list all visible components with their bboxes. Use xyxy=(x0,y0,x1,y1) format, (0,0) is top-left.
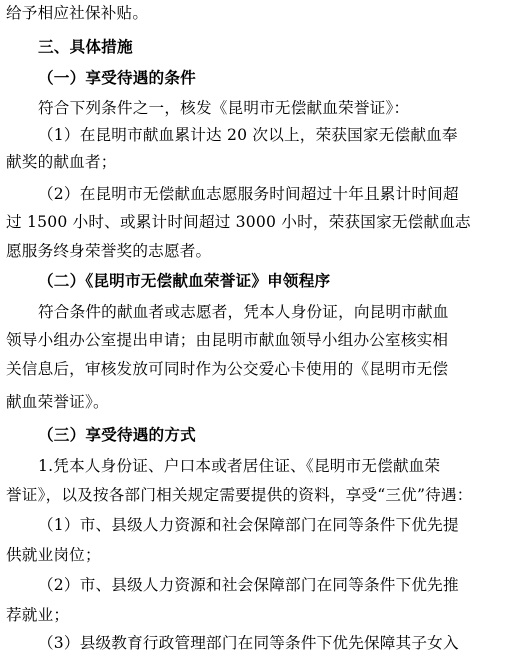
paragraph-line: 愿服务终身荣誉奖的志愿者。 xyxy=(6,242,212,260)
subsection-heading: （二）《昆明市无偿献血荣誉证》申领程序 xyxy=(38,271,331,290)
subsection-heading: （三）享受待遇的方式 xyxy=(38,425,196,444)
subsection-heading: （一）享受待遇的条件 xyxy=(38,68,196,87)
paragraph-line: 符合下列条件之一，核发《昆明市无偿献血荣誉证》： xyxy=(38,99,410,117)
paragraph-line: 献奖的献血者； xyxy=(6,153,117,171)
paragraph-line: 献血荣誉证》。 xyxy=(6,393,109,411)
paragraph-line: 给予相应社保补贴。 xyxy=(6,4,149,22)
paragraph-line: 荐就业； xyxy=(6,606,70,624)
paragraph-line: 领导小组办公室提出申请；由昆明市献血领导小组办公室核实相 xyxy=(6,331,449,349)
paragraph-line: 1.凭本人身份证、户口本或者居住证、《昆明市无偿献血荣 xyxy=(38,457,441,475)
paragraph-line: 符合条件的献血者或志愿者，凭本人身份证，向昆明市献血 xyxy=(38,303,449,321)
paragraph-line: 关信息后，审核发放可同时作为公交爱心卡使用的《昆明市无偿 xyxy=(6,360,449,378)
paragraph-line: （2）在昆明市无偿献血志愿服务时间超过十年且累计时间超 xyxy=(38,185,459,203)
paragraph-line: 过 1500 小时、或累计时间超过 3000 小时，荣获国家无偿献血志 xyxy=(6,213,471,231)
paragraph-line: 供就业岗位； xyxy=(6,546,101,564)
paragraph-line: （1）在昆明市献血累计达 20 次以上，荣获国家无偿献血奉 xyxy=(38,126,458,144)
paragraph-line: （2）市、县级人力资源和社会保障部门在同等条件下优先推 xyxy=(38,576,459,594)
section-heading: 三、具体措施 xyxy=(38,37,133,56)
paragraph-line: 誉证》，以及按各部门相关规定需要提供的资料，享受“三优”待遇： xyxy=(6,486,473,504)
paragraph-line: （3）县级教育行政管理部门在同等条件下优先保障其子女入 xyxy=(38,634,459,652)
paragraph-line: （1）市、县级人力资源和社会保障部门在同等条件下优先提 xyxy=(38,516,459,534)
